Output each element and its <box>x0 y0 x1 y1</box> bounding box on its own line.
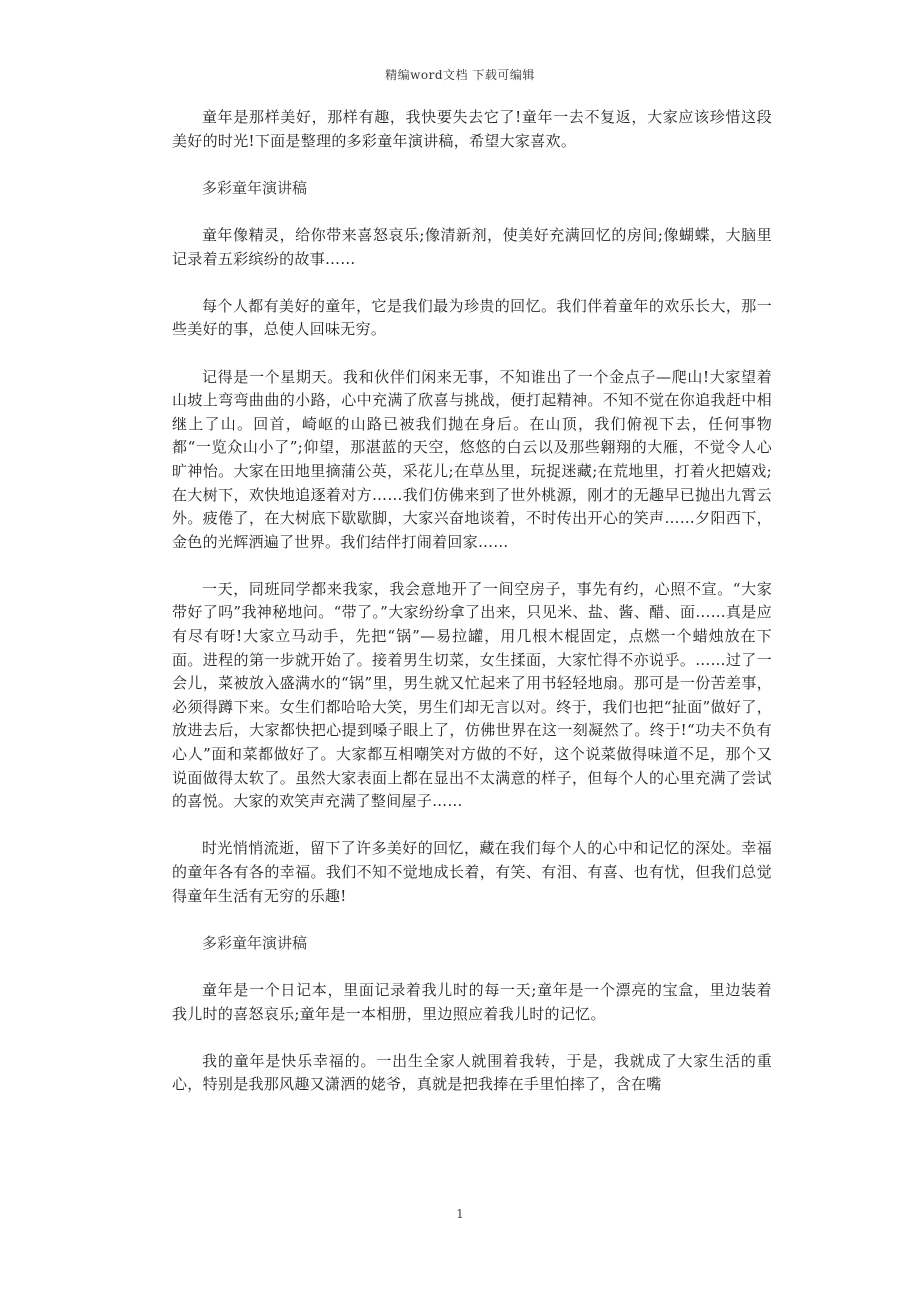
paragraph: 童年是一个日记本，里面记录着我儿时的每一天;童年是一个漂亮的宝盒，里边装着我儿时的喜怒哀乐;童年是一本相册，里边照应着我儿时的记忆。 <box>172 980 772 1023</box>
section-heading: 多彩童年演讲稿 <box>202 933 308 952</box>
document-body <box>172 106 772 1121</box>
paragraph: 时光悄悄流逝，留下了许多美好的回忆，藏在我们每个人的心中和记忆的深处。幸福的童年各有各的幸福。我们不知不觉地成长着，有笑、有泪、有喜、也有忧，但我们总觉得童年生活有无穷的乐趣! <box>172 839 772 905</box>
intro-paragraph: 童年是那样美好，那样有趣，我快要失去它了!童年一去不复返，大家应该珍惜这段美好的时光!下面是整理的多彩童年演讲稿，希望大家喜欢。 <box>172 108 772 150</box>
paragraph: 记得是一个星期天。我和伙伴们闲来无事，不知谁出了一个金点子—爬山!大家望着山坡上弯弯曲曲的小路，心中充满了欣喜与挑战，便打起精神。不知不觉在你追我赶中相继上了山。回首，崎岖的山路已被我们抛在身后。在山顶，我们俯视下去，任何事物都“一览众山小了”;仰望，那湛蓝的天空，悠悠的白云以及那些翱翔的大雁，不觉令人心旷神怡。大家在田地里摘蒲公英，采花儿;在草丛里，玩捉迷藏;在荒地里，打着火把嬉戏;在大树下，欢快地追逐着对方……我们仿佛来到了世外桃源，刚才的无趣早已抛出九霄云外。疲倦了，在大树底下歇歇脚，大家兴奋地谈着，不时传出开心的笑声……夕阳西下，金色的光辉洒遍了世界。我们结伴打闹着回家…… <box>172 367 772 551</box>
page-number: 1 <box>456 1207 464 1221</box>
paragraph: 一天，同班同学都来我家，我会意地开了一间空房子，事先有约，心照不宣。“大家带好了吗”我神秘地问。“带了。”大家纷纷拿了出来，只见米、盐、酱、醋、面……真是应有尽有呀!大家立马动手，先把“锅”—易拉罐，用几根木棍固定，点燃一个蜡烛放在下面。进程的第一步就开始了。接着男生切菜，女生揉面，大家忙得不亦说乎。……过了一会儿，菜被放入盛满水的“锅”里，男生就又忙起来了用书轻轻地扇。那可是一份苦差事，必须得蹲下来。女生们都哈哈大笑，男生们却无言以对。终于，我们也把“扯面”做好了，放进去后，大家都快把心提到嗓子眼上了，仿佛世界在这一刻凝然了。终于!“功夫不负有心人”面和菜都做好了。大家都互相嘲笑对方做的不好，这个说菜做得味道不足，那个又说面做得太软了。虽然大家表面上都在显出不太满意的样子，但每个人的心里充满了尝试的喜悦。大家的欢笑声充满了整间屋子…… <box>172 579 772 811</box>
paragraph: 每个人都有美好的童年，它是我们最为珍贵的回忆。我们伴着童年的欢乐长大，那一些美好的事，总使人回味无穷。 <box>172 296 772 339</box>
page-header: 精编word文档 下载可编辑 <box>385 68 535 82</box>
paragraph: 我的童年是快乐幸福的。一出生全家人就围着我转，于是，我就成了大家生活的重心，特别是我那风趣又潇洒的姥爷，真就是把我捧在手里怕摔了，含在嘴 <box>172 1051 772 1094</box>
section-heading: 多彩童年演讲稿 <box>202 178 308 197</box>
paragraph: 童年像精灵，给你带来喜怒哀乐;像清新剂，使美好充满回忆的房间;像蝴蝶，大脑里记录着五彩缤纷的故事…… <box>172 225 772 268</box>
